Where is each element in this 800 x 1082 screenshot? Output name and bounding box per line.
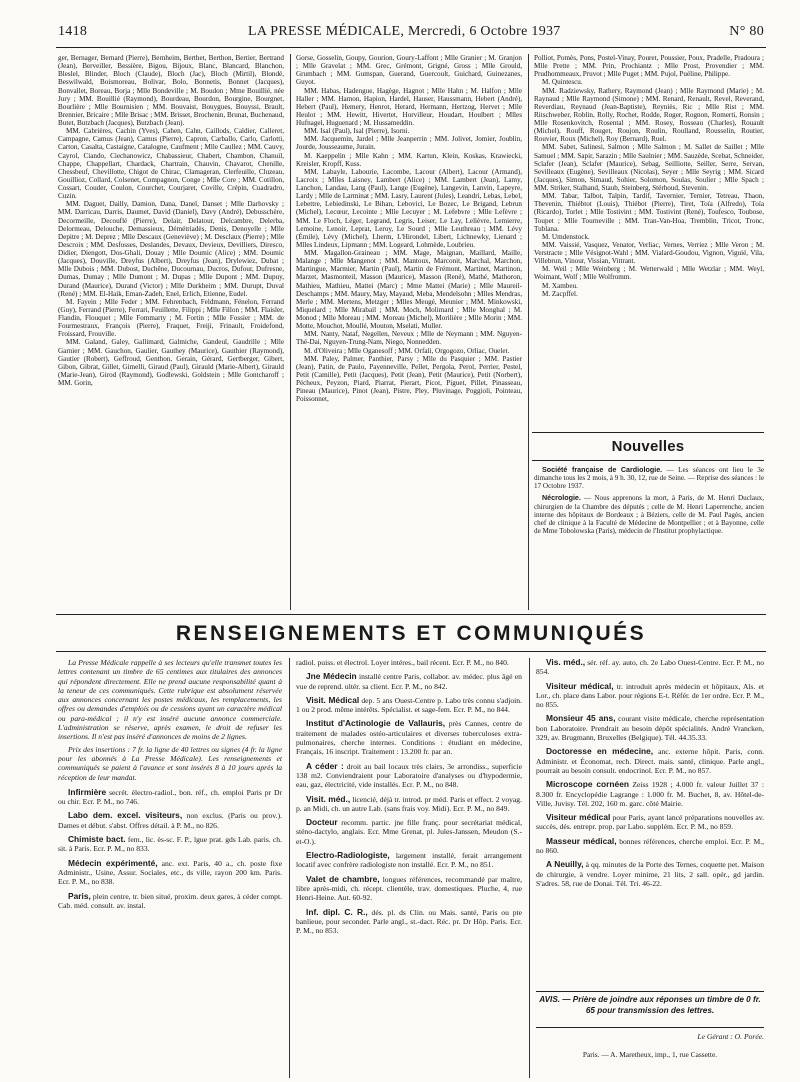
name-list-paragraph: M. Quintescu.	[542, 78, 583, 87]
classified-ad	[296, 851, 522, 870]
name-list-paragraph: MM. Habas, Hadengue, Hagège, Hagnot ; Mlle Hahn ; M. Halfon ; Mlle Haller ; MM. Hamon, Hapion, Hardel, Hauser, Haussmann, Hebert (André), Hebert (Paul), Hemery, Henrot, Herard, Hermann, Hertzog, Hervet ; Mlle Heulot ; MM. Hewitt, Hivertet, Horvilleur, Houdart, Houlbert ; Mlles Hufnagel, Huguenard ; M. Hussameddin.	[296, 86, 522, 127]
classified-ad	[536, 682, 764, 710]
column-divider	[528, 54, 529, 610]
classified-ad-text: anc. ext. Paris, 40 a., ch. poste fixe Administr., Usine, Assur. Sociales, etc., ds ville, rayon 200 km. Paris. Ecr. P. M., no 838.	[58, 858, 282, 887]
classified-ad	[58, 859, 282, 887]
name-list-paragraph: M. Xambeu.	[542, 281, 578, 290]
classified-ad	[58, 788, 282, 807]
name-list-paragraph: M. Weil ; Mlle Weinberg ; M. Wetterwald ; Mlle Wetzlar ; MM. Weyl, Woimant, Wolf ; Mlle Wolfromm.	[534, 265, 764, 282]
classified-ad	[58, 811, 282, 830]
classified-ad-text: dep. 5 ans Ouest-Centre p. Labo très connu s'adjoin. 1 ou 2 prod. même intérêts. Spécialist. et sage-fem. Ecr. P. M., no 844.	[296, 695, 522, 715]
classified-ad-text: installé centre Paris, collabor. av. médec. plus âgé en vue de reprend. ultér. sa client. Ecr. P. M., no 842.	[296, 672, 522, 691]
name-list-paragraph: MM. Isal (Paul), Isal (Pierre), Isorni.	[304, 127, 410, 136]
nouvelles-bottom-rule	[532, 460, 764, 461]
classified-ad	[296, 719, 522, 756]
classified-ad-text: droit au bail locaux très clairs, 3e arrondiss., superficie 138 m2. Conviendraient pour Laboratoire d'analyses ou d'hypodermie, eau, gaz, électricité, vide installés. Ecr. P. M., no 848.	[296, 761, 522, 790]
classified-ad	[536, 780, 764, 808]
gerant-signature: Le Gérant : O. Porée.	[697, 1032, 764, 1041]
list-column-2	[296, 54, 522, 610]
classified-ad-text: recomm. partic. jne fille franç. pour secrétariat médical, sténo-dactylo, anglais. Ecr. Mme Grenat, pl. Jules-Janssen, Meudon (S.-et-O.).	[296, 818, 522, 846]
name-list-paragraph: MM. Daguet, Dailly, Damion, Dana, Danel, Danset ; Mlle Darhovsky ; MM. Darricau, Darris, Daumet, David (Daniel), Davy (André), Debusschère, Decormeille, Decouflé (Pierre), Delair, Delatour, Delcambre, Delerba, Delormeau, Delouche, Demassieux, Démétriadès, Denis, Denoyelle ; Mlle Depitre ; M. Deprez ; Mlle Descaux (Geneviève) ; M. Desclaux (Pierre) ; Mlle Descroix ; MM. Desfosses, Deslandes, Devaux, Devieux, Devilliers, Diresco, Didier, Diengott, Dos-Ghali, Douay ; Mlle Doumic (Alice) ; MM. Doumic (Jacques), Douville, Dreyfus (Albert), Dreyfus (Jean), Drylewiez, Dubat ; Mlle Dubois ; MM. Dubost, Duchêne, Ducournau, Ducros, Dufour, Dufresne, Dumas, Dumay ; Mlle Dumont ; M. Dupas ; Mlle Dupont ; MM. Dupuy, Durand (Maurice), Durand (Victor) ; Mlle Durkheim ; MM. Durupt, Duval (René) ; MM. El-Haik, Eman-Zadeh, Enel, Erlich, Etienne, Eudel.	[58, 200, 284, 298]
ads-column-3	[536, 658, 764, 988]
journal-title-date: LA PRESSE MÉDICALE, Mercredi, 6 Octobre 1937	[248, 24, 561, 39]
classified-ad-heading: Chimiste bact.	[68, 834, 126, 845]
classified-ad-text: courant visite médicale, cherche représentation bon Laboratoire. Prendrait au besoin dépôt spécialités. André Vrancken, 329, av. Brugmann, Bruxelles (Belgique). Tél. 44.35.33.	[536, 714, 764, 743]
ads-column-2	[296, 658, 522, 1078]
classified-ad-heading: A Neuilly,	[546, 859, 584, 870]
name-list-paragraph: MM. Radziewsky, Rathery, Raymond (Jean) ; Mlle Raymond (Marie) ; M. Raynaud ; Mlle Raymond (Simone) ; MM. Renard, Renault, Revel, Reverand, Reverdiau, Reynaud (Jean-Baptiste), Reyniès, Ric ; Mlle Rist ; MM. Ritschweber, Roblin, Rolly, Rochet, Rodde, Roger, Rognon, Romerti, Ronsin ; Mlle Rosenkovitch, Rosental ; MM. Rosey, Rosseau (Charles), Rouault (Michel), Rouff, Rouget, Roujon, Roulin, Roulland, Rousselin, Routier, Rouvier, Roux (Michel), Roy (Bernard), Ruel.	[534, 86, 764, 144]
issue-number: N° 80	[729, 24, 764, 39]
name-list-paragraph: M. d'Oliveira ; Mlle Oganesoff ; MM. Orfali, Orgogozo, Orliac, Ouelet.	[304, 346, 510, 355]
printer-line: Paris. — A. Maretheux, imp., 1, rue Cassette.	[582, 1050, 718, 1059]
classified-ad-text: largement installé, ferait arrangement locatif avec confrère radiologiste non installé. Ecr. P. M., no 851.	[296, 851, 522, 870]
column-divider	[289, 658, 290, 1078]
classified-ad-heading: Vis. méd.,	[546, 658, 586, 667]
classified-ad	[296, 875, 522, 903]
classified-ad-heading: Infirmière	[68, 786, 107, 797]
classified-ad	[536, 860, 764, 888]
nouvelles-item	[534, 494, 764, 535]
classified-ad	[536, 837, 764, 856]
name-list-paragraph: MM. Tabar, Talbot, Talpin, Tardif, Tavernier, Ternier, Tetreau, Thaon, Thevenin, Thiébtot (Louis), Thiébot (Pierre), Tiret, Toïa (Alfredo), Toïa (Ricardo), Torlet ; Mlle Tostivint ; MM. Tostivint (René), Toufesco, Toubose, Toupet ; Mlle Tourneville ; MM. Tran-Van-Hoa, Tremblin, Tricot, Tronc, Tublana.	[534, 192, 764, 233]
nouvelles-item-lead: Nécrologie.	[542, 494, 581, 503]
column-divider	[529, 658, 530, 1078]
name-list-paragraph: MM. Labayle, Labourie, Lacombe, Lacour (Albert), Lacour (Armand), Lacroix ; Mlles Laisney, Lambert (Alice) ; MM. Lambert (Jean), Lamy, Lanchon, Landau, Lang (Paul), Lange (Eugène), Langevin, Lanvin, Lapeyre, Lardy ; Mlle de Larminat ; MM. Lasry, Laurent (Jules), Leandri, Lebas, Lebel, Lebettre, Lebiedinski, Le Bihan, Lebovici, Le Bozec, Le Brigand, Lebrun (Michel), Lecœur, Lecointe ; Mlle Lecuyer ; M. Lefebvre ; Mlle Lefèvre ; MM. Le Floch, Léger, Legrand, Legris, Leiser, Le Lay, Lelièvre, Lemierre, Lemoine, Lenoir, Leprat, Leroy, Le Sourd ; Mlle Leuthreau ; MM. Lévy (Émile), Lévy (Michel), Lherm, L'Hirondel, Libert, Lichnewky, Lienard ; Mlles Lindeux, Lipmann ; MM. Logeard, Lohmède, Loubrieu.	[296, 167, 522, 249]
classified-ad	[296, 658, 522, 667]
column-divider	[290, 54, 291, 610]
nouvelles-item-text: — Les séances ont lieu le 3e dimanche tous les 2 mois, à 9 h. 30, 12, rue de Seine. — Reprise des séances : le 17 Octobre 1937.	[534, 466, 764, 491]
page-header	[58, 24, 764, 44]
classified-ad	[58, 892, 282, 911]
classified-ad-text: licencié, déjà tr. introd. pr méd. Paris et effect. 2 voyag. p. an Midi, ch. un autre Lab. (sans frais voy. Midi). Ecr. P. M., no 849.	[296, 794, 522, 813]
section-top-rule	[56, 614, 766, 615]
classified-ad	[536, 658, 764, 677]
name-list-paragraph: ger, Bernager, Bernard (Pierre), Bernheim, Berthet, Berthon, Bertier, Bertrand (Jean), Berveiller, Bessière, Bigou, Bijoux, Blanc, Blancard, Blanchon, Bleslel, Blinder, Bloch (Claude), Bloch (Jac), Bloch (Mirtil), Blondé, Beswilwald, Boismoreau, Bolivar, Bolo, Bonnetis, Bonnet (Jacques), Bonvallet, Boreau, Borja ; Mlle Bondeville ; M. Boudon ; Mme Bouillié, née Jury ; MM. Bouillié (Raymond), Bourdeau, Bourdon, Bourgine, Bourgnet, Bourlière ; Mlle Bournisien ; MM. Bouvaist, Bouygues, Bouyssi, Brault, Brennier, Bricaire ; Mlle Brisac ; MM. Brisset, Brochenin, Brunat, Buchenaud, Butet, Butzbach (Jacques), Butzbach (Jean).	[58, 54, 284, 127]
classified-ad	[296, 795, 522, 814]
classified-ad	[296, 672, 522, 691]
classified-ad-heading: Microscope cornéen	[546, 779, 629, 790]
nouvelles-body	[534, 466, 764, 608]
nouvelles-title: Nouvelles	[611, 438, 685, 455]
classified-ad-heading: A céder :	[306, 760, 344, 771]
classified-ad	[296, 762, 522, 790]
name-list-paragraph: MM. Jacquemin, Jardel ; Mlle Jeanperrin ; MM. Jolivet, Jomier, Joublin, Jourde, Jousseaume, Jurain.	[296, 135, 522, 152]
classified-ad-text: anc. externe hôpit. Paris, conn. Administr. et Économat, rech. Direct. mais. santé, clinique. Parle angl., pourrait au besoin consult. endocrinol. Ecr. P. M., no 857.	[536, 747, 764, 775]
list-column-1	[58, 54, 284, 610]
classified-ad-heading: Médecin expérimenté,	[68, 857, 158, 868]
avis-notice: AVIS. — Prière de joindre aux réponses un timbre de 0 fr. 65 pour transmission des lettres.	[539, 995, 761, 1015]
name-list-paragraph: MM. Galand, Galey, Gallimard, Galmiche, Gandeul, Gaudrille ; Mlle Garnier ; MM. Gauchon, Gaulier, Gauthey (Maurice), Gauthier (Raymond), Gautier (Robert), Geffroud, Genthon, Gerain, Gérard, Gertberger, Gibert, Gibon, Gibrat, Gillet, Gimelli, Giraud (Paul), Girauld (Marie-Albert), Girauld (Marie-Jean), Girod (Raymond), Godlewski, Goldstein ; Mlle Gontcharoff ; MM. Gorin,	[58, 338, 284, 387]
classified-ad	[536, 813, 764, 832]
classified-ad-heading: Inf. dipl. C. R.,	[306, 906, 368, 917]
name-list-paragraph: MM. Magallon-Graineau ; MM. Mage, Maignan, Maillard, Maille, Malange ; Mlle Mangenot ; MM. Mantoux, Marconit, Marchal, Marchon, Martingue, Marmier, Martin (Paul), Martin de Frémont, Martinet, Martinon, Marzet, Masmonteil, Masson (Maurice), Masson (René), Mathé, Mathoron, Mathieu, Mathieu, Mattei (Marc) ; Mme Mattei (Marie) ; Mlle Maureil-Deschamps ; MM. Maury, May, Mayaud, Meba, Mendelsohn ; Mlles Mendras, Merle ; MM. Mertens, Metzger ; Mlles Meugé, Meunier ; MM. Minkowski, Miquelard ; Mlle Mirabail ; MM. Moch, Molimard ; Mlle Monghal ; M. Monod ; Mlle Moreau ; MM. Moreau (Michel), Morilière ; Mlle Morin ; MM. Motte, Mouchot, Moullé, Mouton, Mselati, Muller.	[296, 249, 522, 331]
rubric-intro: La Presse Médicale rappelle à ses lecteurs qu'elle transmet toutes les lettres contenant un timbre de 65 centimes aux titulaires des annonces qui répondent directement. Elle ne prend aucune responsabilité quant à la teneur de ces communiqués. Cette rubrique est absolument réservée aux annonces concernant les postes médicaux, les remplacements, les offres ou demandes d'emplois ou de cessions ayant un caractère médical ou para-médical ; il n'y est inséré aucune annonce commerciale. L'administration se réserve, après examen, le droit de refuser les insertions. Il n'est pas inséré d'annonces de moins de 2 lignes.	[58, 658, 282, 742]
classified-ad-heading: Institut d'Actinologie de Vallauris,	[306, 718, 446, 729]
nouvelles-item-lead: Société française de Cardiologie.	[542, 466, 663, 474]
name-list-paragraph: M. Zacpffel.	[542, 289, 578, 298]
nouvelles-item-text: — Nous apprenons la mort, à Paris, de M. Henri Duclaux, chirurgien de la Chambre des députés ; celle de M. Henri Laperrenche, ancien interne des hôpitaux de Bordeaux ; à Béziers, celle de M. Paul Pagès, ancien chef de clinique à la Faculté de Médecine de Montpellier ; et à Bayonne, celle de Mme Tobolowska (Paris), médecin de l'Institut prophylactique.	[534, 494, 764, 535]
name-list-paragraph: MM. Cabrières, Cachin (Yves), Cahen, Cahn, Caillods, Caldier, Calleret, Campagne, Camus (Jean), Camus (Pierre), Capron, Carballo, Carlo, Carlotti, Carton, Casalta, Castaigne, Catalogne, Caufment ; Mlle Caullez ; MM. Cauvy, Cayrol, Ciando, Ciechanowicz, Chabassieur, Chabert, Chambon, Chanuil, Chappe, Chappellart, Chardack, Chartrain, Chauvin, Chavarot, Chenille, Chessbeuf, Chevillotte, Chigot de Chirac, Clamageran, Clerfeuille, Cluzeau, Gouillioz, Collard, Colsenet, Compagnon, Conge ; Mlle Core ; MM. Cotillon, Cossart, Couder, Coulon, Courchet, Courjaret, Coville, Crépin, Cuadradro, Cuzin.	[58, 127, 284, 201]
classified-ad-heading: Electro-Radiologiste,	[306, 850, 390, 861]
classified-ad	[296, 696, 522, 715]
name-list-paragraph: MM. Sabet, Salinesi, Salmon ; Mlle Salmon ; M. Sallet de Saillet ; Mlle Samuel ; MM. Sapir, Sarazin ; Mlle Saulnier ; MM. Sauzède, Scebat, Schneider, Sclafer (Jean), Sclafer (Maurice), Sebag, Seilliotte, Seiller, Serre, Servan, Sevilleaux (Eugène), Sevilleaux (Nicolas), Seyer ; Mlle Seyrig ; MM. Sicard (Jacques), Simon, Simaud, Sohier, Solomon, Soulas, Soulier ; Mlle Spach ; MM. Striker, Stalhand, Staub, Steinberg, Stérhoud, Stevenin.	[534, 143, 764, 192]
classified-ad-text: secrét. électro-radiol., bon. réf., ch. emploi Paris pr Dr ou chir. Ecr. P. M., no 746.	[58, 787, 282, 807]
classified-ad-heading: Masseur médical,	[546, 835, 617, 846]
classified-ad-heading: Doctoresse en médecine,	[546, 746, 654, 757]
classified-ad-heading: Visit. méd.,	[306, 793, 351, 804]
classified-ad-heading: Monsieur 45 ans,	[546, 713, 616, 724]
name-list-paragraph: Polliot, Pomès, Pons, Postel-Vinay, Pouret, Poussier, Poux, Pradelle, Pradoura ; Mlle Prette ; MM. Prin, Prochiantz ; Mlle Prost, Provendier ; MM. Prudhommeaux, Pruvot ; Mlle Puget ; MM. Pujol, Puéline, Philippe.	[534, 54, 764, 79]
nouvelles-top-rule	[532, 432, 764, 433]
classified-ad	[536, 714, 764, 742]
classified-ad-heading: Labo dem. excel. visiteurs,	[68, 810, 183, 821]
classified-ad-heading: Docteur	[306, 817, 338, 828]
classified-ad-heading: Jne Médecin	[306, 671, 357, 682]
list-column-3	[534, 54, 764, 426]
classified-ad-heading: Paris,	[68, 890, 91, 901]
name-list-paragraph: MM. Nanty, Nataf, Negellen, Neveux ; Mlle de Neymann ; MM. Nguyen-Thé-Dai, Nguyen-Trung-Nam, Niego, Nonnedden.	[296, 330, 522, 347]
classified-ad-text: pour Paris, ayant lancé préparations nouvelles av. succès, dés. entrepr. prop. par Labo. supplém. Ecr. P. M., no 859.	[536, 813, 764, 832]
classified-ad	[296, 818, 522, 846]
name-list-paragraph: M. Umdenstock.	[542, 232, 590, 241]
classified-ad	[58, 835, 282, 854]
classified-ad-text: plein centre, tr. bien situé, proxim. deux gares, à céder compt. Cab. méd. consult. av. instal.	[58, 891, 282, 910]
classified-ad-text: Zeiss 1928 ; 4.000 fr. valeur Juillet 37 : 8.300 fr. Encyclopédie Lagrange : 1.000 fr. M. Buchet, 8, av. Hôtel-de-Ville, Juvisy. Tél. 202, 160 m. garc. côté Mairie.	[536, 780, 764, 808]
classified-ad-text: fem., lic. ès-sc. F. P., lgue prat. gds Lab. paris. ch. sit. à Paris. Ecr. P. M., no 833.	[58, 835, 282, 854]
classified-ad-heading: Visiteur médical,	[546, 680, 614, 691]
name-list-paragraph: Gorse, Gosselin, Goupy, Gourion, Goury-Laffont ; Mlle Granier ; M. Granjon ; Mlle Gravelat ; MM. Grec, Grémont, Grigné, Gross ; Mlle Grould, Grumbach ; MM. Gumspan, Guerand, Guercoult, Guichard, Guinezanes, Guyot.	[296, 54, 522, 87]
classified-ad	[296, 908, 522, 936]
name-list-paragraph: MM. Paley, Palmer, Panthier, Parsy ; Mlle du Pasquier ; MM. Pastier (Jean), Patin, de Paulo, Payenneville, Pellet, Pergola, Perol, Perrier, Pestel, Petit (Camille), Petit (Jacques), Petit (Jean), Petit (Maurice), Petit (Norbert), Pécheux, Peyzon, Piard, Piarrat, Pierart, Picot, Piguet, Pillet, Pinasseau, Pineau (Maurice), Pinot (Jean), Pistre, Pley, Pluvinage, Poggioli, Pointeau, Poissonnet,	[296, 354, 522, 404]
classified-ad-heading: Visiteur médical	[546, 812, 611, 823]
section-bottom-rule	[56, 651, 766, 652]
avis-top-rule	[536, 991, 764, 992]
classified-ad-text: tr. introduit après médecin et hôpitaux, Als. et Lor., ch. place dans Labor. pour régions E-t. Référ. de 1er ordre. Ecr. P. M., no 855.	[536, 681, 764, 710]
classified-ad-text: près Cannes, centre de traitement de malades ostéo-articulaires et diverses tuberculoses extra-pulmonaires, cherche internes. Conditions : étudiant en médecine, Français, 16 inscript. Traitement : 13.200 fr. par an.	[296, 719, 522, 757]
avis-bottom-rule	[536, 1027, 764, 1028]
classified-ad-text: radiol. puiss. et électrol. Loyer intéres., bail récent. Ecr. P. M., no 840.	[296, 658, 509, 667]
insertion-prices: Prix des insertions : 7 fr. la ligne de 40 lettres ou signes (4 fr. la ligne pour les abonnés à La Presse Médicale). Les renseignements et communiqués se paient à l'avance et sont insérés 8 à 10 jours après la réception de leur mandat.	[58, 744, 282, 782]
classified-ad-text: sér. réf. ay. auto, ch. 2e Labo Ouest-Centre. Ecr. P. M., no 854.	[536, 658, 764, 677]
classified-ad-text: non exclus. (Paris ou prov.). Dames et début. s'abst. Offres détail. à P. M., no 826.	[58, 811, 282, 830]
classified-ad-text: bonnes références, cherche emploi. Ecr. P. M., no 860.	[536, 836, 764, 856]
name-list-paragraph: M. Kaeppelin ; Mlle Kahn ; MM. Kartun, Klein, Koskas, Krawiecki, Kreisler, Kropff, Kuss.	[296, 151, 522, 168]
classified-ad-text: longues références, recommandé par maître, libre après-midi, ch. récept. clientèle, trav. domestiques. Pluche, 4, rue Henri-Heine. Aut. 60-92.	[296, 874, 522, 903]
classified-ad-heading: Visit. Médical	[306, 694, 360, 705]
page-number: 1418	[58, 24, 88, 39]
classified-ad	[536, 747, 764, 775]
renseignements-title: RENSEIGNEMENTS ET COMMUNIQUÉS	[175, 622, 647, 645]
nouvelles-item	[534, 466, 764, 490]
classified-ad-heading: Valet de chambre,	[306, 873, 380, 884]
classified-ad-text: à qq. minutes de la Porte des Ternes, coquette pet. Maison de chirurgie, à vendre. Loyer minime, 21 lits, 2 sall. opér., gd jardin. S'adres. 58, rue de Donai. Tél. Tri. 46-22.	[536, 860, 764, 888]
name-list-paragraph: MM. Vaissié, Vasquez, Venator, Verliac, Vernes, Verriez ; Mlle Veron ; M. Verstracte ; Mlle Vésignot-Wahl ; MM. Vialard-Goudou, Vignon, Viguié, Vila, Villebrun, Vinour, Vissian, Vittrant.	[534, 240, 764, 266]
ads-column-1	[58, 658, 282, 1078]
header-rule	[56, 47, 766, 48]
classified-ad-text: dés. pl. ds Clin. ou Mais. santé, Paris ou pte banlieue, pour seconder. Parle angl., st.-dact. Réc. pr. Dr Hôp. Paris. Ecr. P. M., no 853.	[296, 907, 522, 936]
name-list-paragraph: M. Fayein ; Mlle Feder ; MM. Fehrenbach, Feldmann, Fénelon, Ferrand (Guy), Ferrand (Pierre), Ferrari, Feuillette, Filippi ; Mlle Fillon ; MM. Flaisler, Flandin, Flouquet ; Mlle Fommarty ; M. Fortin ; Mlle Fossier ; MM. de Fourmestraux, François (Pierre), Fraquet, Freiji, Frinault, Froidefond, Froissard, Frouville.	[58, 297, 284, 339]
